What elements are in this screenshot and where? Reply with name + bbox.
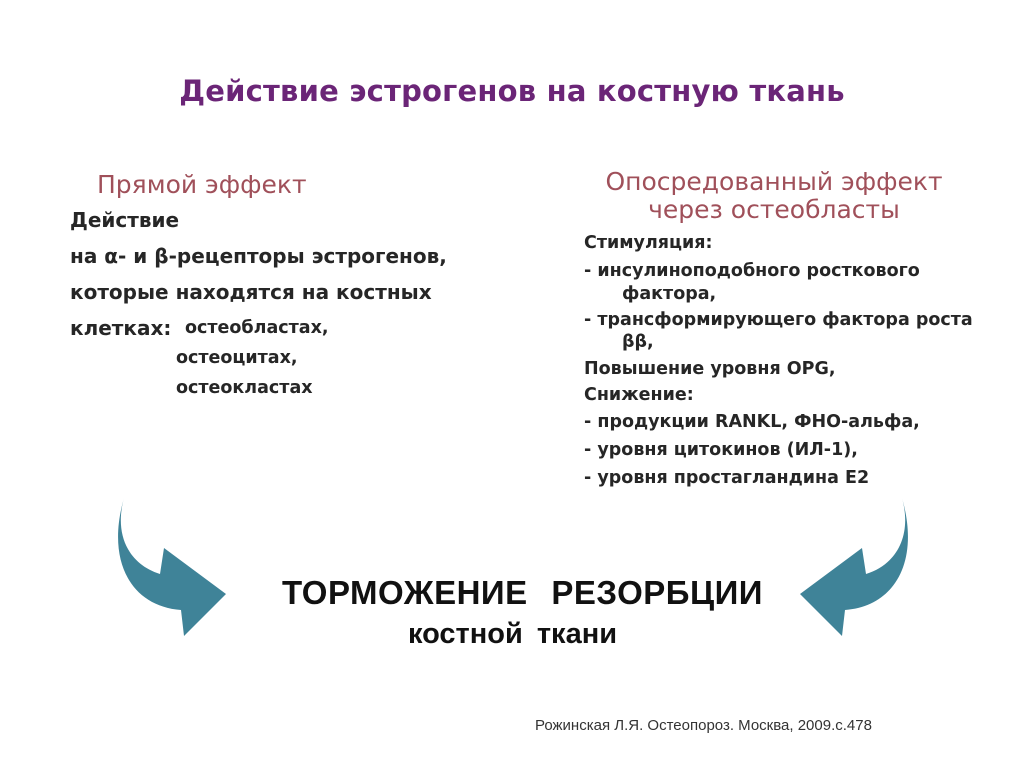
left-line: которые находятся на костных: [70, 280, 432, 304]
right-line: - уровня простагландина Е2: [584, 468, 870, 488]
right-line: фактора,: [622, 284, 717, 304]
cell-type: остеокластах: [176, 378, 313, 398]
right-line: - уровня цитокинов (ИЛ-1),: [584, 440, 858, 460]
indirect-effect-heading-line: через остеобласты: [648, 195, 900, 224]
left-line: Действие: [70, 208, 180, 232]
reference-citation: Рожинская Л.Я. Остеопороз. Москва, 2009.с.478: [535, 717, 872, 734]
right-line: - трансформирующего фактора роста: [584, 310, 973, 330]
right-line: Повышение уровня OPG,: [584, 359, 836, 379]
indirect-effect-heading: [584, 168, 964, 224]
result-subheading: костной ткани: [407, 618, 618, 650]
indirect-effect-heading-line: Опосредованный эффект: [605, 167, 943, 196]
cell-type: остеоцитах,: [176, 348, 298, 368]
left-line: на α- и β-рецепторы эстрогенов,: [70, 244, 447, 268]
right-line: ββ,: [622, 332, 654, 352]
right-line: - инсулиноподобного росткового: [584, 261, 920, 281]
right-line: Снижение:: [584, 385, 694, 405]
right-line: - продукции RANKL, ФНО-альфа,: [584, 412, 920, 432]
cell-type: остеобластах,: [185, 318, 329, 338]
result-heading: ТОРМОЖЕНИЕ РЕЗОРБЦИИ: [281, 574, 764, 611]
slide-title: Действие эстрогенов на костную ткань: [179, 74, 845, 108]
left-line: клетках:: [70, 316, 172, 340]
right-line: Стимуляция:: [584, 233, 713, 253]
direct-effect-heading: Прямой эффект: [97, 170, 307, 199]
